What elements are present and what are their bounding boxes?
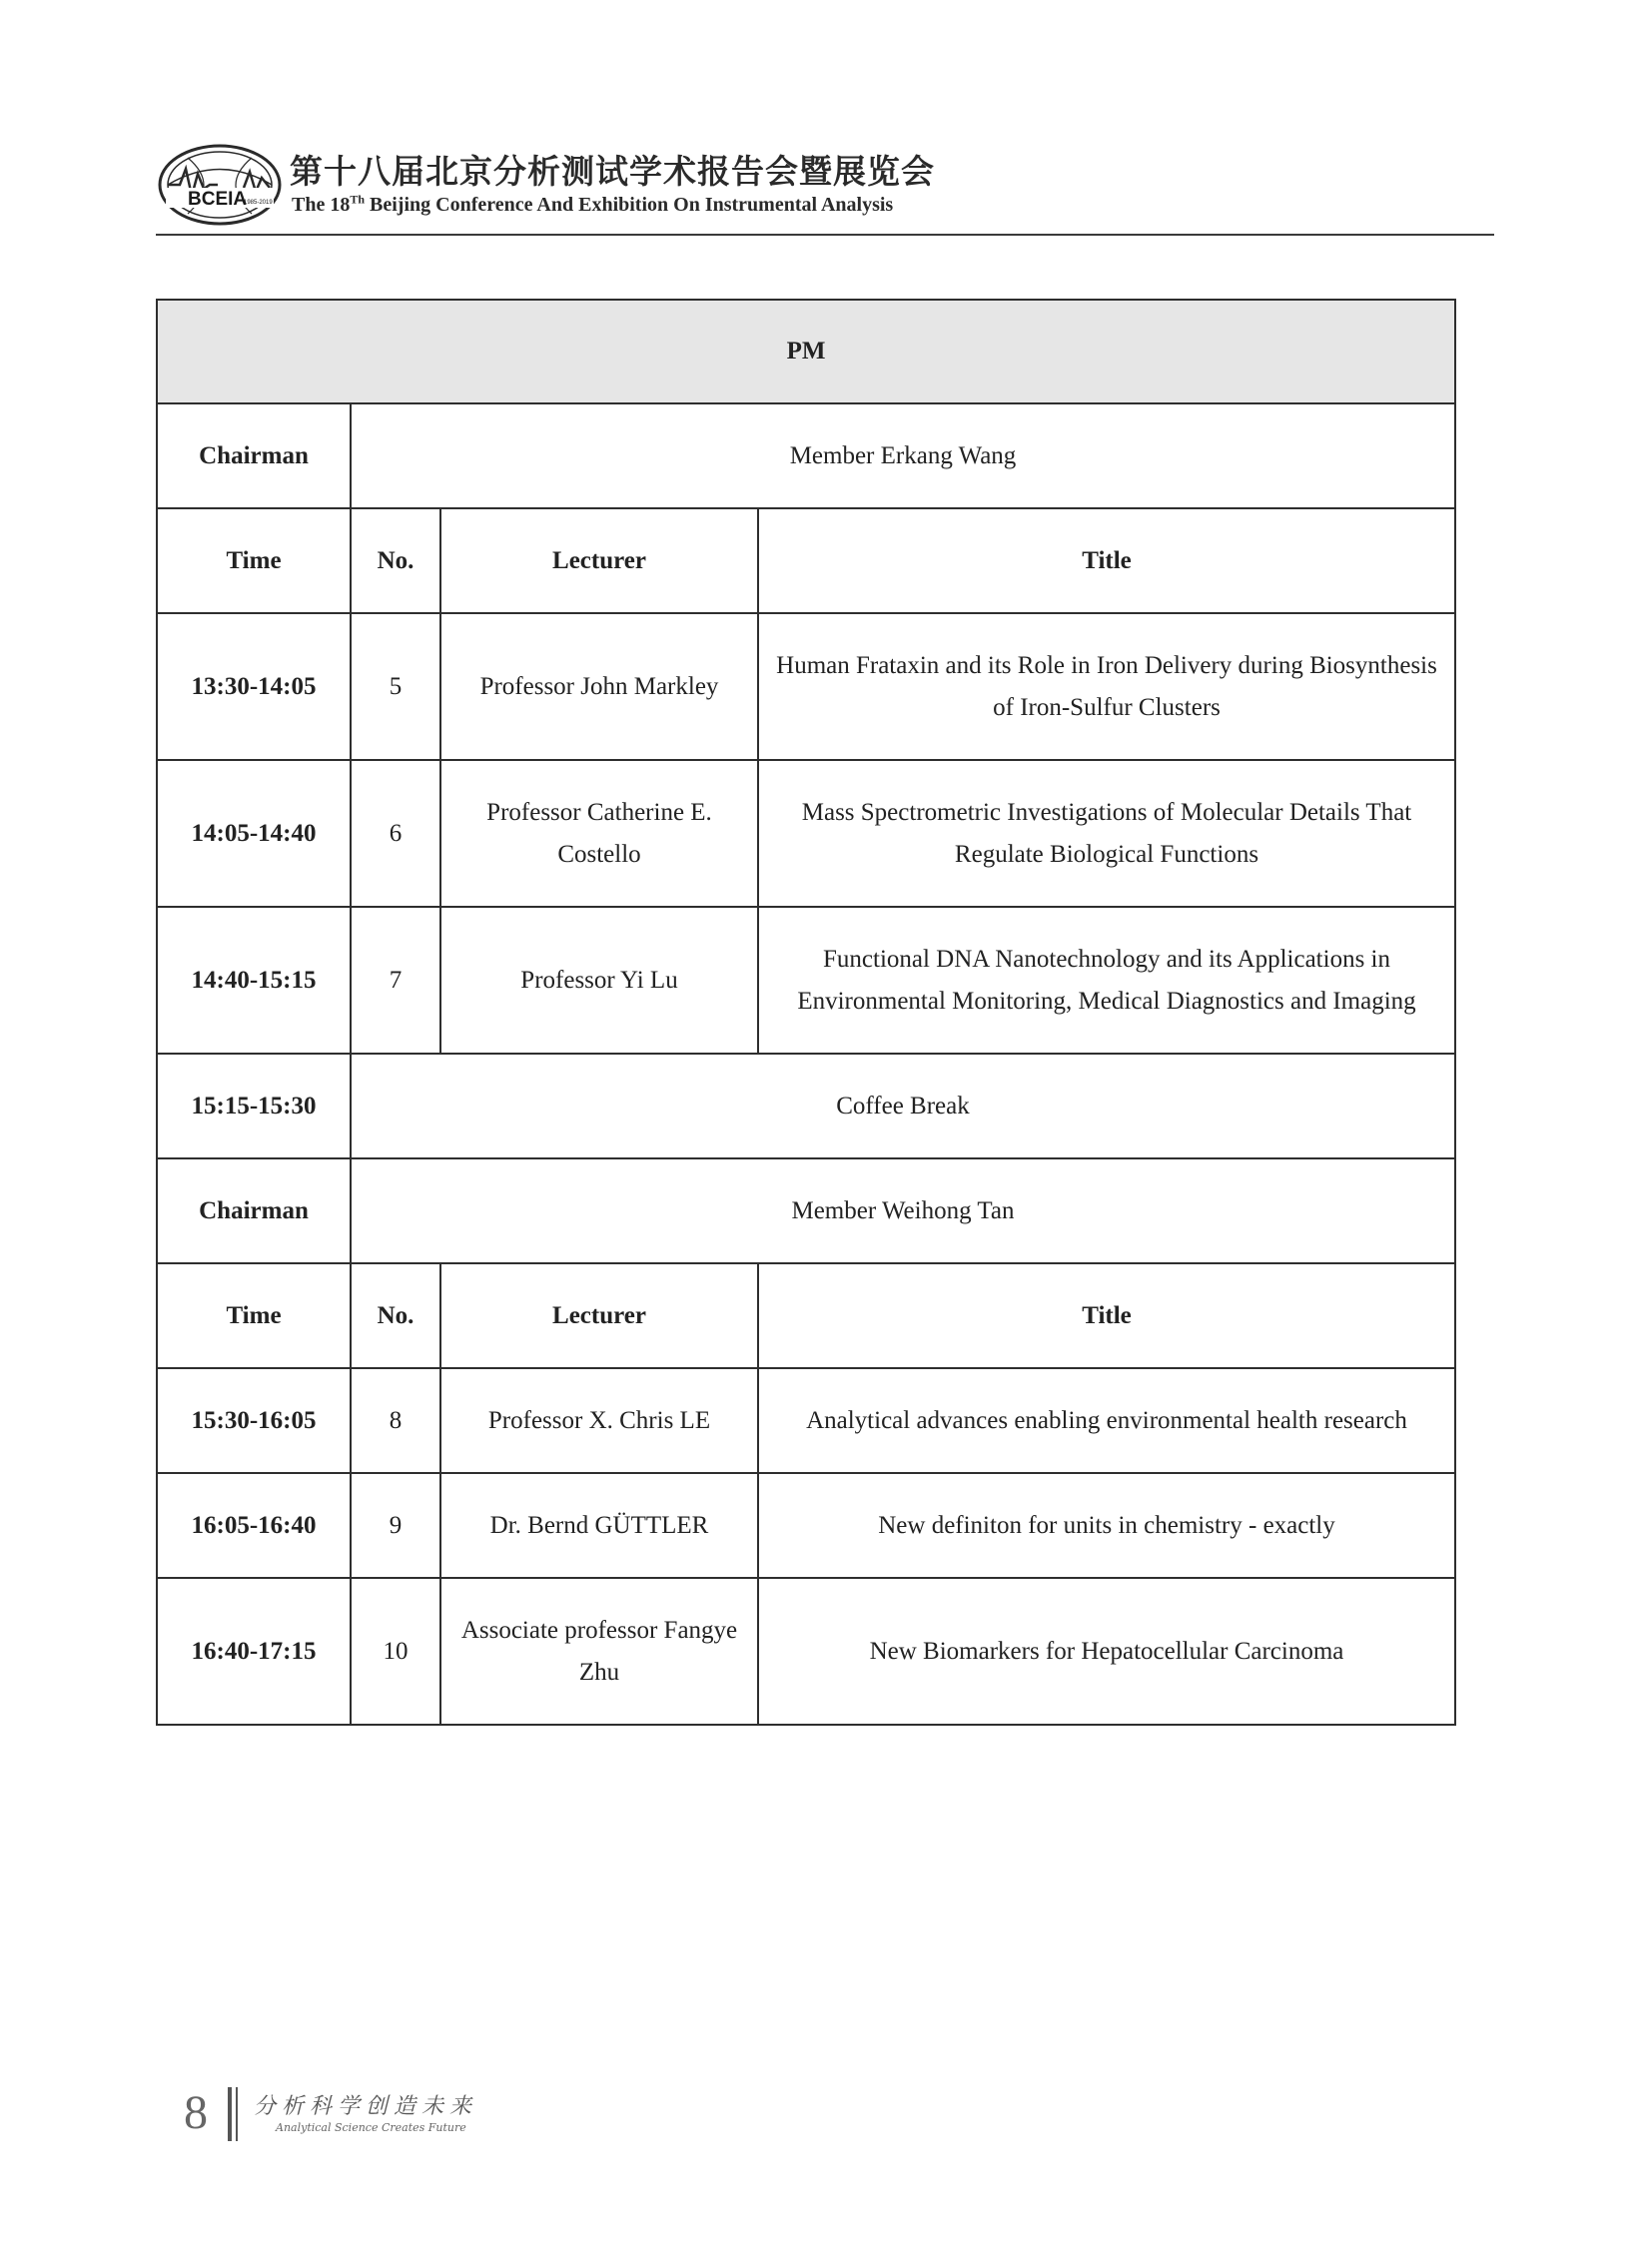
column-header-lecturer: Lecturer xyxy=(440,508,758,613)
column-header-row xyxy=(157,508,1455,613)
talk-lecturer: Professor X. Chris LE xyxy=(440,1368,758,1473)
talk-number: 10 xyxy=(351,1578,440,1725)
talk-lecturer: Associate professor Fangye Zhu xyxy=(440,1578,758,1725)
talk-title: Human Frataxin and its Role in Iron Delivery during Biosynthesis of Iron-Sulfur Clusters xyxy=(758,613,1455,760)
page-footer xyxy=(184,2079,483,2149)
table-row xyxy=(157,1473,1455,1578)
chairman-name: Member Erkang Wang xyxy=(351,403,1455,508)
talk-number: 5 xyxy=(351,613,440,760)
header-divider xyxy=(156,234,1494,236)
logo-subtext: 1985-2019 xyxy=(244,200,273,206)
period-row xyxy=(157,300,1455,403)
table-row xyxy=(157,1368,1455,1473)
talk-time: 15:30-16:05 xyxy=(157,1368,351,1473)
chairman-name: Member Weihong Tan xyxy=(351,1158,1455,1263)
chairman-label: Chairman xyxy=(157,403,351,508)
table-row xyxy=(157,760,1455,907)
talk-number: 9 xyxy=(351,1473,440,1578)
break-row xyxy=(157,1054,1455,1158)
chairman-row xyxy=(157,1158,1455,1263)
talk-time: 14:40-15:15 xyxy=(157,907,351,1054)
talk-title: Functional DNA Nanotechnology and its Applications in Environmental Monitoring, Medical Diagnostics and Imaging xyxy=(758,907,1455,1054)
table-row xyxy=(157,1578,1455,1725)
talk-lecturer: Professor Yi Lu xyxy=(440,907,758,1054)
talk-lecturer: Professor Catherine E. Costello xyxy=(440,760,758,907)
conference-title-english xyxy=(292,194,893,217)
bceia-logo xyxy=(158,144,282,226)
column-header-title: Title xyxy=(758,508,1455,613)
period-heading: PM xyxy=(157,300,1455,403)
conference-title-chinese: 第十八届北京分析测试学术报告会暨展览会 xyxy=(290,152,935,191)
talk-time: 16:40-17:15 xyxy=(157,1578,351,1725)
column-header-time: Time xyxy=(157,1263,351,1368)
slogan-english: Analytical Science Creates Future xyxy=(276,2121,466,2134)
column-header-row xyxy=(157,1263,1455,1368)
column-header-no: No. xyxy=(351,1263,440,1368)
talk-time: 16:05-16:40 xyxy=(157,1473,351,1578)
talk-title: Mass Spectrometric Investigations of Molecular Details That Regulate Biological Functions xyxy=(758,760,1455,907)
talk-lecturer: Professor John Markley xyxy=(440,613,758,760)
chairman-label: Chairman xyxy=(157,1158,351,1263)
talk-title: New definiton for units in chemistry - exactly xyxy=(758,1473,1455,1578)
talk-lecturer: Dr. Bernd GÜTTLER xyxy=(440,1473,758,1578)
talk-time: 14:05-14:40 xyxy=(157,760,351,907)
column-header-lecturer: Lecturer xyxy=(440,1263,758,1368)
schedule-table xyxy=(156,299,1456,1726)
page-number: 8 xyxy=(184,2086,208,2139)
talk-title: Analytical advances enabling environmental health research xyxy=(758,1368,1455,1473)
talk-number: 7 xyxy=(351,907,440,1054)
slogan-chinese: 分析科学创造未来 xyxy=(254,2094,478,2119)
title-en-suffix: Beijing Conference And Exhibition On Instrumental Analysis xyxy=(365,194,894,216)
footer-divider-thin xyxy=(236,2087,238,2141)
column-header-no: No. xyxy=(351,508,440,613)
column-header-title: Title xyxy=(758,1263,1455,1368)
break-label: Coffee Break xyxy=(351,1054,1455,1158)
break-time: 15:15-15:30 xyxy=(157,1054,351,1158)
title-en-superscript: Th xyxy=(350,192,366,207)
talk-title: New Biomarkers for Hepatocellular Carcinoma xyxy=(758,1578,1455,1725)
column-header-time: Time xyxy=(157,508,351,613)
talk-number: 8 xyxy=(351,1368,440,1473)
logo-text: BCEIA xyxy=(188,189,248,210)
talk-time: 13:30-14:05 xyxy=(157,613,351,760)
chairman-row xyxy=(157,403,1455,508)
title-en-prefix: The 18 xyxy=(292,194,351,216)
footer-divider xyxy=(228,2087,232,2141)
page-header xyxy=(158,138,1496,232)
talk-number: 6 xyxy=(351,760,440,907)
table-row xyxy=(157,907,1455,1054)
table-row xyxy=(157,613,1455,760)
